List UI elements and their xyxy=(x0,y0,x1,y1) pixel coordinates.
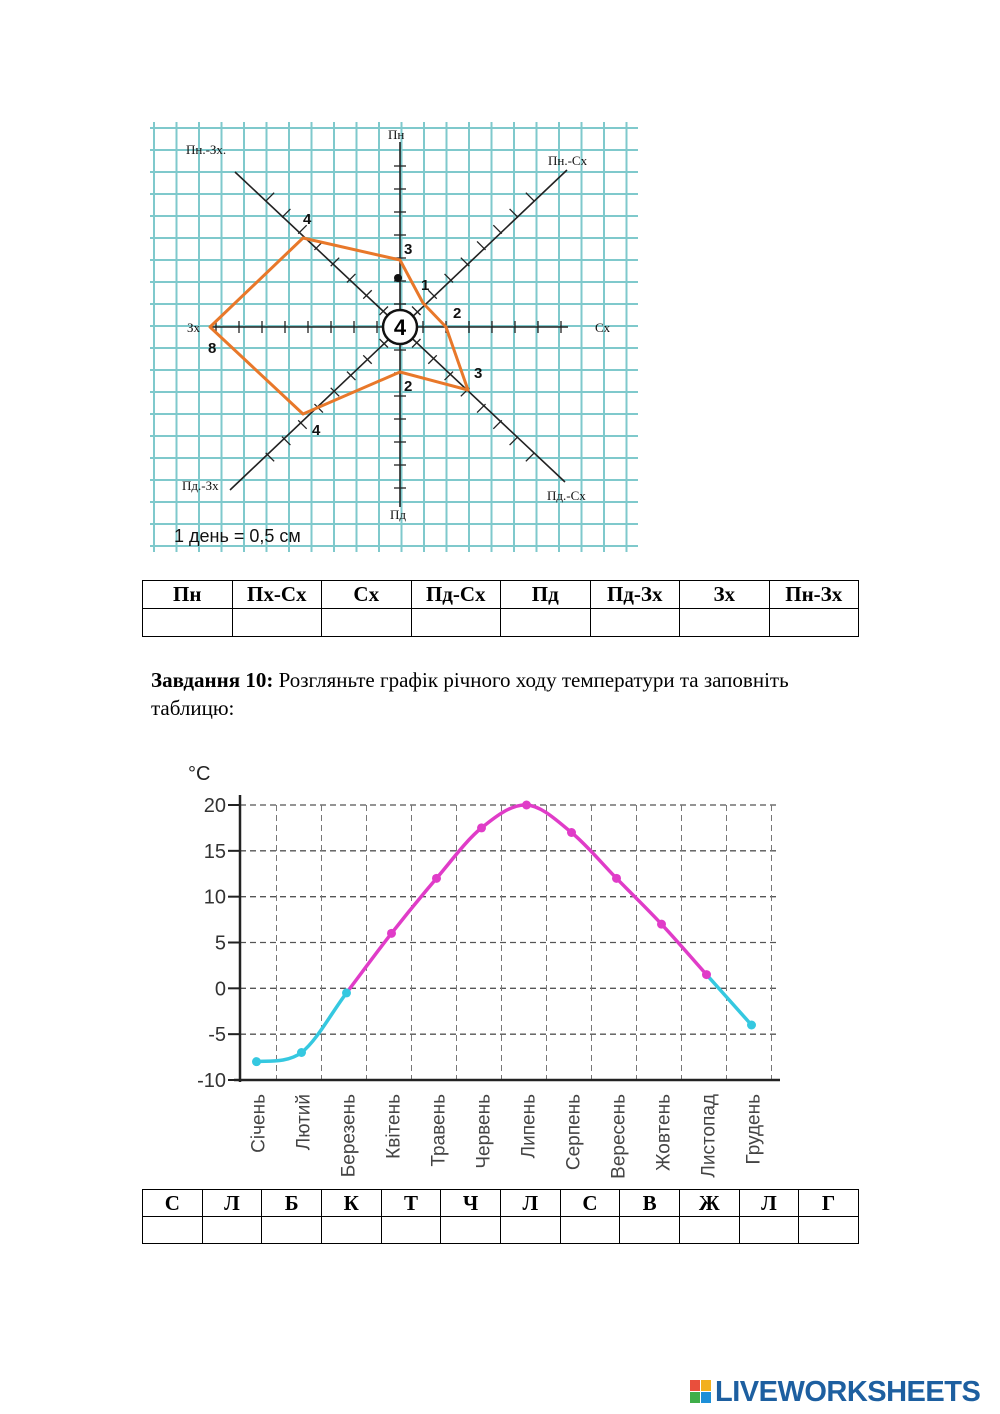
dir-label-w: Зх xyxy=(187,320,201,335)
logo-text: LIVEWORKSHEETS xyxy=(715,1375,981,1408)
chart-series-line xyxy=(257,805,752,1062)
wind-header-cell: Пд-Зх xyxy=(590,581,680,609)
month-answer-input[interactable] xyxy=(262,1217,322,1244)
wind-header-cell: Пн-Зх xyxy=(769,581,859,609)
y-tick-label: 5 xyxy=(214,932,226,955)
wind-header-cell: Пх-Сх xyxy=(232,581,322,609)
chart-grid xyxy=(240,805,780,1080)
chart-x-ticks xyxy=(249,1094,765,1179)
dir-label-n: Пн xyxy=(388,127,405,142)
wind-header-cell: Зх xyxy=(680,581,770,609)
wind-directions-table xyxy=(142,580,859,637)
month-header-cell: С xyxy=(560,1190,620,1217)
month-header-cell: Л xyxy=(500,1190,560,1217)
series-segment xyxy=(392,878,437,933)
x-tick-label: Червень xyxy=(473,1094,495,1169)
data-point xyxy=(612,874,621,883)
y-tick-label: 0 xyxy=(214,978,226,1001)
x-tick-label: Жовтень xyxy=(653,1094,675,1172)
data-point xyxy=(747,1021,756,1030)
month-header-cell: С xyxy=(143,1190,203,1217)
wind-answer-input[interactable] xyxy=(769,609,859,637)
x-tick-label: Січень xyxy=(248,1094,270,1153)
wind-answer-input[interactable] xyxy=(590,609,680,637)
value-w: 8 xyxy=(208,340,217,357)
dir-label-sw: Пд.-Зх xyxy=(182,478,219,493)
dir-label-s: Пд xyxy=(390,507,407,522)
months-table xyxy=(142,1189,859,1244)
month-answer-input[interactable] xyxy=(321,1217,381,1244)
series-segment xyxy=(707,975,752,1025)
calm-value: 4 xyxy=(393,315,407,340)
dir-label-nw: Пн.-Зх. xyxy=(186,142,227,157)
dir-label-e: Сх xyxy=(595,320,611,335)
data-point xyxy=(432,874,441,883)
data-point xyxy=(387,929,396,938)
wind-header-cell: Сх xyxy=(322,581,412,609)
month-header-cell: Ч xyxy=(441,1190,501,1217)
marker-dot xyxy=(394,274,402,282)
month-header-cell: К xyxy=(321,1190,381,1217)
month-answer-input[interactable] xyxy=(441,1217,501,1244)
wind-answer-input[interactable] xyxy=(501,609,591,637)
wind-answer-input[interactable] xyxy=(680,609,770,637)
x-tick-label: Грудень xyxy=(743,1094,765,1165)
data-point xyxy=(297,1048,306,1057)
series-segment xyxy=(437,828,482,878)
scale-note: 1 день = 0,5 см xyxy=(174,526,301,546)
months-header-row xyxy=(143,1190,859,1217)
month-header-cell: Л xyxy=(739,1190,799,1217)
data-point xyxy=(252,1057,261,1066)
task-10-text: Розгляньте графік річного ходу температури та заповніть таблицю: xyxy=(151,668,789,720)
value-ne: 1 xyxy=(421,277,430,294)
data-point xyxy=(657,920,666,929)
wind-header-cell: Пд xyxy=(501,581,591,609)
month-answer-input[interactable] xyxy=(500,1217,560,1244)
wind-header-row xyxy=(143,581,859,609)
x-tick-label: Травень xyxy=(428,1094,450,1167)
x-tick-label: Березень xyxy=(338,1094,360,1178)
data-point xyxy=(522,801,531,810)
task-10-instructions xyxy=(151,666,851,722)
month-header-cell: Г xyxy=(799,1190,859,1217)
month-answer-input[interactable] xyxy=(620,1217,680,1244)
y-tick-label: 15 xyxy=(203,840,226,863)
month-header-cell: Т xyxy=(381,1190,441,1217)
month-header-cell: В xyxy=(620,1190,680,1217)
task-10-label: Завдання 10: xyxy=(151,668,274,692)
month-answer-input[interactable] xyxy=(679,1217,739,1244)
x-tick-label: Квітень xyxy=(383,1094,405,1159)
value-n: 3 xyxy=(404,241,413,258)
value-e: 2 xyxy=(453,305,462,322)
month-answer-input[interactable] xyxy=(799,1217,859,1244)
month-answer-input[interactable] xyxy=(202,1217,262,1244)
series-segment xyxy=(572,833,617,879)
month-answer-input[interactable] xyxy=(381,1217,441,1244)
x-tick-label: Вересень xyxy=(608,1094,630,1179)
wind-answer-input[interactable] xyxy=(411,609,501,637)
month-answer-input[interactable] xyxy=(560,1217,620,1244)
temperature-chart xyxy=(160,760,800,1180)
wind-answer-row xyxy=(143,609,859,637)
wind-answer-input[interactable] xyxy=(143,609,233,637)
wind-answer-input[interactable] xyxy=(232,609,322,637)
dir-label-se: Пд.-Сх xyxy=(547,488,586,503)
y-tick-label: -5 xyxy=(208,1024,226,1047)
series-segment xyxy=(662,924,707,974)
value-sw: 4 xyxy=(312,422,321,439)
wind-header-cell: Пд-Сх xyxy=(411,581,501,609)
month-answer-input[interactable] xyxy=(739,1217,799,1244)
series-segment xyxy=(302,993,347,1053)
data-point xyxy=(567,828,576,837)
logo-icon xyxy=(690,1378,712,1406)
value-s: 2 xyxy=(404,378,413,395)
x-tick-label: Серпень xyxy=(563,1094,585,1171)
value-se: 3 xyxy=(474,365,483,382)
chart-y-ticks xyxy=(197,795,240,1092)
data-point xyxy=(342,988,351,997)
data-point xyxy=(702,970,711,979)
months-answer-row xyxy=(143,1217,859,1244)
series-segment xyxy=(617,878,662,924)
wind-answer-input[interactable] xyxy=(322,609,412,637)
liveworksheets-logo xyxy=(690,1374,990,1410)
y-tick-label: -10 xyxy=(197,1070,226,1092)
series-segment xyxy=(527,805,572,833)
month-header-cell: Б xyxy=(262,1190,322,1217)
y-tick-label: 20 xyxy=(203,795,226,817)
wind-header-cell: Пн xyxy=(143,581,233,609)
month-answer-input[interactable] xyxy=(143,1217,203,1244)
month-header-cell: Л xyxy=(202,1190,262,1217)
series-segment xyxy=(482,805,527,828)
wind-rose-diagram xyxy=(150,122,638,552)
chart-y-label: °C xyxy=(188,763,211,785)
series-segment xyxy=(257,1053,302,1062)
chart-points xyxy=(252,801,756,1067)
value-nw: 4 xyxy=(303,211,312,228)
y-tick-label: 10 xyxy=(203,886,226,909)
month-header-cell: Ж xyxy=(679,1190,739,1217)
x-tick-label: Листопад xyxy=(698,1094,720,1178)
x-tick-label: Липень xyxy=(518,1094,540,1159)
dir-label-ne: Пн.-Сх xyxy=(548,153,588,168)
data-point xyxy=(477,823,486,832)
x-tick-label: Лютий xyxy=(293,1094,315,1151)
